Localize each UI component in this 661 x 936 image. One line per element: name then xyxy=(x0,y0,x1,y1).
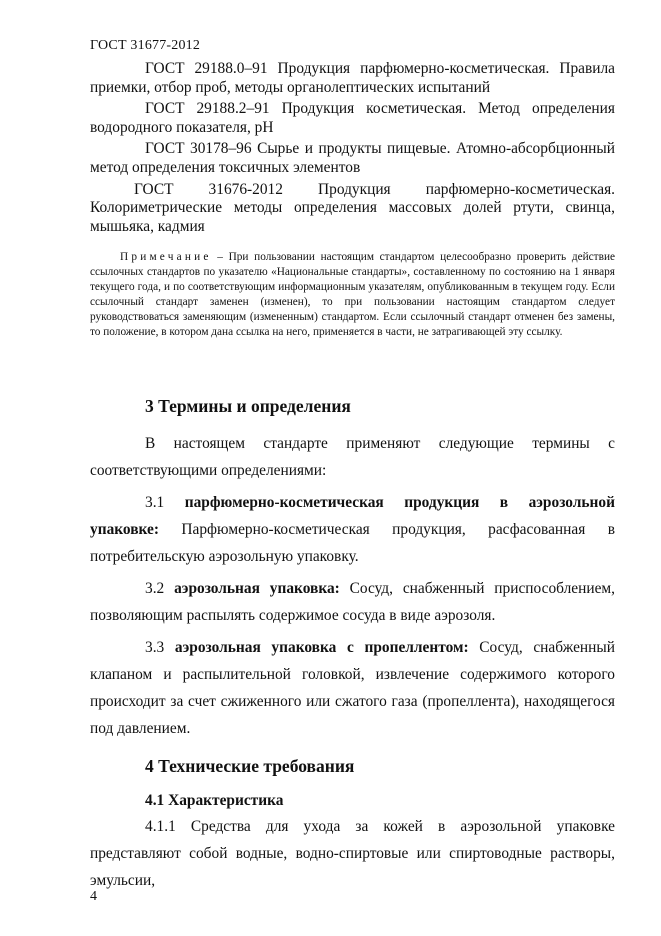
document-code-header: ГОСТ 31677-2012 xyxy=(90,38,201,53)
reference-item: ГОСТ 30178–96 Сырье и продукты пищевые. Атомно-абсорбционный метод определения токсичных элементов xyxy=(90,140,615,176)
term-definition: Сосуд, снабженный клапаном и распылительной головкой, извлечение содержимого которого происходит за счет сжиженного или сжатого газа (пропеллента), находящегося под давлением. xyxy=(90,639,615,737)
page-number: 4 xyxy=(90,889,97,904)
reference-item: ГОСТ 29188.0–91 Продукция парфюмерно-косметическая. Правила приемки, отбор проб, методы органолептических испытаний xyxy=(90,60,615,96)
reference-item: ГОСТ 29188.2–91 Продукция косметическая. Метод определения водородного показателя, рН xyxy=(90,100,615,136)
term-number: 3.1 xyxy=(145,494,165,511)
note-text: – При пользовании настоящим стандартом целесообразно проверить действие ссылочных стандартов по указателю «Национальные стандарты», составленному по состоянию на 1 января текущего года, и по соответствующим информационным указателям, опубликованным в текущем году. Если ссылочный стандарт заменен (изменен), то при пользовании настоящим стандартом следует руководствоваться заменяющим (измененным) стандартом. Если ссылочный стандарт отменен без замены, то положение, в котором дана ссылка на него, применяется в части, не затрагивающей эту ссылку. xyxy=(90,251,615,338)
term-item xyxy=(90,575,615,629)
term-item xyxy=(90,634,615,742)
term-definition: Сосуд, снабженный приспособлением, позволяющим распылять содержимое сосуда в виде аэрозоля. xyxy=(90,580,615,624)
term-definition: Парфюмерно-косметическая продукция, расфасованная в потребительскую аэрозольную упаковку. xyxy=(90,521,615,565)
note-block xyxy=(90,250,615,339)
references-list xyxy=(90,60,615,239)
section-3-intro: В настоящем стандарте применяют следующие термины с соответствующими определениями: xyxy=(90,435,615,479)
term-name: парфюмерно-косметическая продукция в аэрозольной упаковке: xyxy=(90,494,615,538)
term-number: 3.2 xyxy=(145,580,165,597)
subsection-4-1-title: 4.1 Характеристика xyxy=(145,792,284,809)
term-number: 3.3 xyxy=(145,639,165,656)
paragraph-4-1-1: 4.1.1 Средства для ухода за кожей в аэрозольной упаковке представляют собой водные, водно-спиртовые или спиртоводные растворы, эмульсии, xyxy=(90,818,615,889)
term-name: аэрозольная упаковка с пропеллентом: xyxy=(174,639,469,656)
section-4-body xyxy=(90,813,615,899)
reference-item: ГОСТ 31676-2012 Продукция парфюмерно-косметическая. Колориметрические методы определения массовых долей ртути, свинца, мышьяка, кадмия xyxy=(90,180,615,235)
term-name: аэрозольная упаковка: xyxy=(174,580,340,597)
note-label: Примечание xyxy=(120,251,212,263)
section-3-body xyxy=(90,430,615,747)
section-4-title: 4 Технические требования xyxy=(145,756,355,776)
section-3-title: 3 Термины и определения xyxy=(145,396,351,416)
term-item xyxy=(90,489,615,570)
